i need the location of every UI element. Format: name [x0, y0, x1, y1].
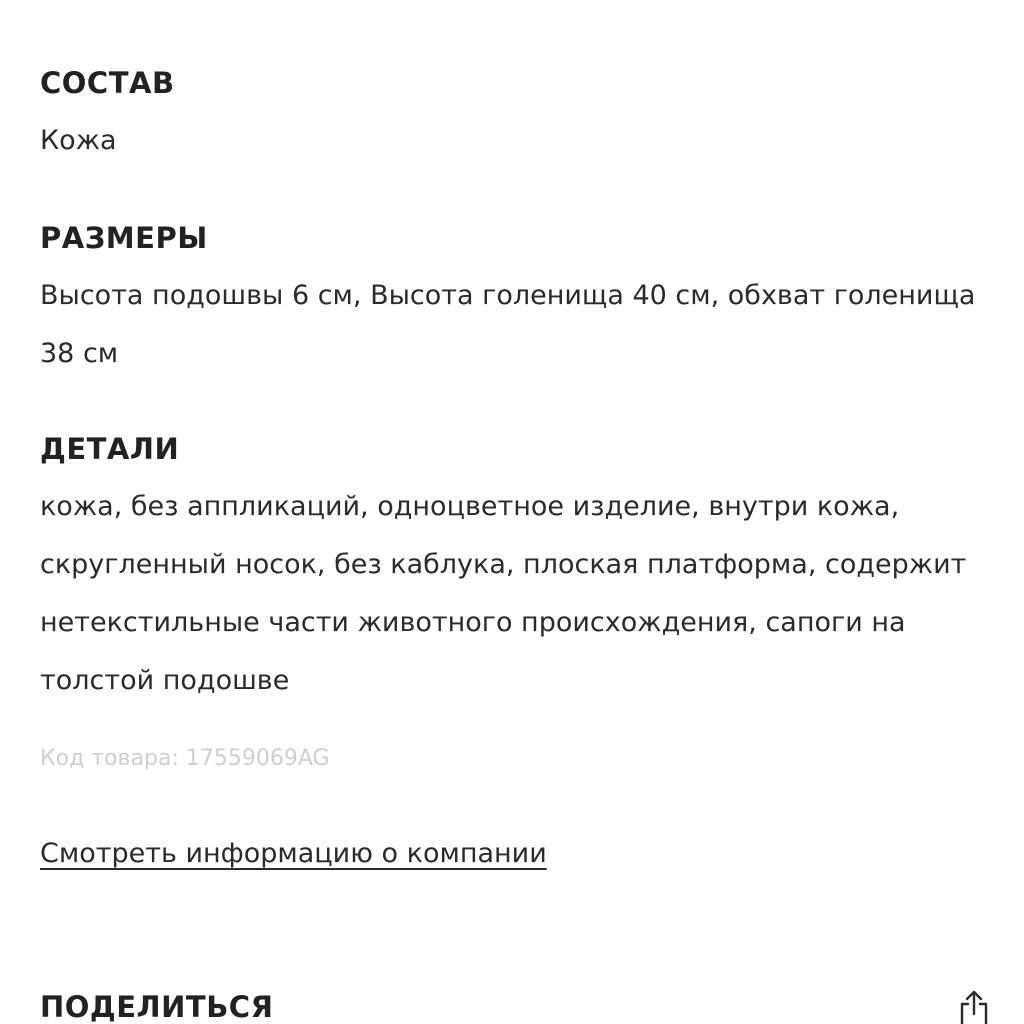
sizes-heading: РАЗМЕРЫ	[40, 221, 208, 255]
share-icon[interactable]	[954, 988, 994, 1024]
sizes-text: Высота подошвы 6 см, Высота голенища 40 см, обхват голенища 38 см	[40, 280, 976, 369]
composition-heading: СОСТАВ	[40, 66, 175, 100]
share-row	[40, 990, 994, 1024]
composition-section	[40, 66, 984, 170]
details-section	[40, 432, 984, 710]
company-info-link[interactable]: Смотреть информацию о компании	[40, 838, 547, 869]
details-heading: ДЕТАЛИ	[40, 432, 180, 466]
product-sku: Код товара: 17559069AG	[40, 746, 330, 771]
sizes-section	[40, 221, 984, 383]
composition-text: Кожа	[40, 125, 117, 156]
share-heading: ПОДЕЛИТЬСЯ	[40, 990, 274, 1024]
details-text: кожа, без аппликаций, одноцветное изделие, внутри кожа, скругленный носок, без каблука, плоская платформа, содержит нетекстильные части животного происхождения, сапоги на толстой подошве	[40, 491, 967, 696]
